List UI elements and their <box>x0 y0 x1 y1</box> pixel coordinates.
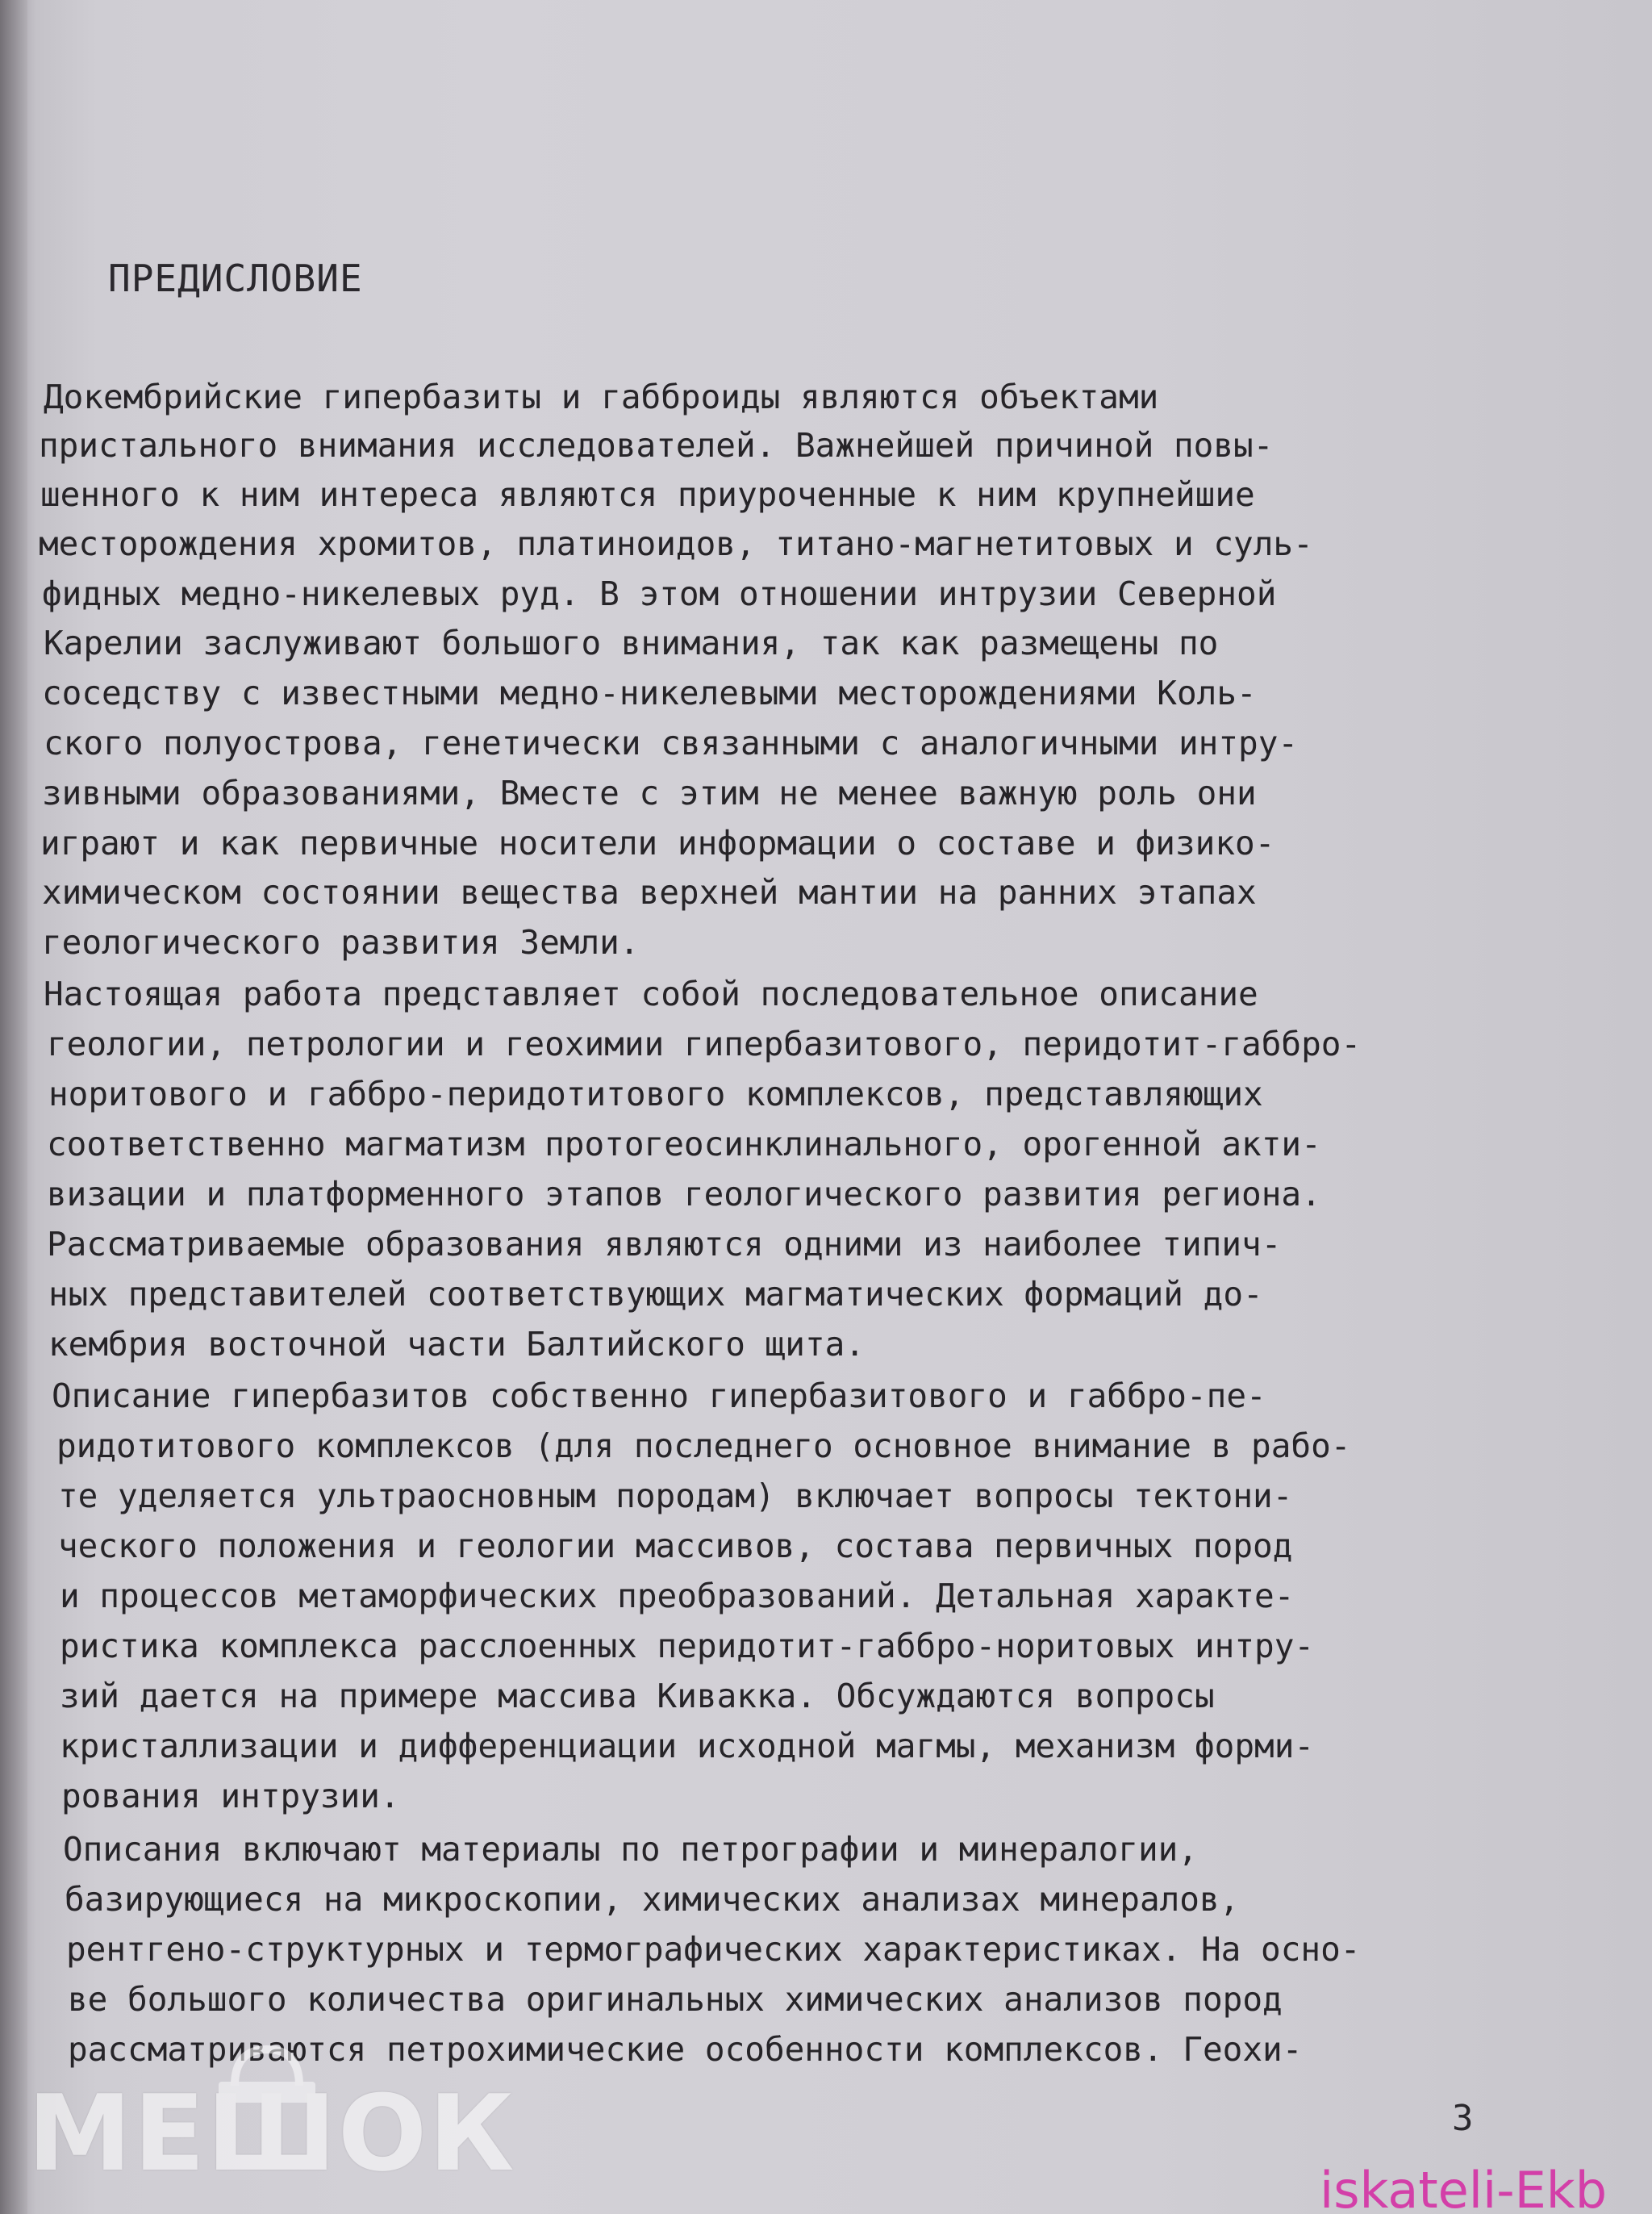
text-line: ского полуострова, генетически связанными с аналогичными интру- <box>44 724 1299 762</box>
text-line: норитового и габбро-перидотитового комплексов, представляющих <box>48 1075 1263 1113</box>
text-line: Описания включают материалы по петрографии и минералогии, <box>63 1830 1198 1869</box>
text-line: Карелии заслуживают большого внимания, так как размещены по <box>44 624 1219 662</box>
meshok-logo <box>27 2072 516 2195</box>
text-line: кембрия восточной части Балтийского щита. <box>48 1325 866 1364</box>
shopping-bag-icon <box>206 2041 327 2178</box>
text-line: Настоящая работа представляет собой последовательное описание <box>44 975 1258 1013</box>
text-line: зивными образованиями, Вместе с этим не менее важную роль они <box>42 774 1257 812</box>
text-line: и процессов метаморфических преобразований. Детальная характе- <box>60 1577 1295 1615</box>
text-line: соседству с известными медно-никелевыми месторождениями Коль- <box>42 674 1257 712</box>
text-line: геологического развития Земли. <box>42 923 640 962</box>
text-line: Рассматриваемые образования являются одними из наиболее типич- <box>47 1225 1282 1264</box>
text-line: Докембрийские гипербазиты и габброиды являются объектами <box>44 378 1159 416</box>
text-line: фидных медно-никелевых руд. В этом отношении интрузии Северной <box>42 574 1277 613</box>
text-line: базирующиеся на микроскопии, химических анализах минералов, <box>65 1880 1240 1919</box>
text-line: визации и платформенного этапов геологического развития региона. <box>47 1175 1321 1214</box>
text-line: химическом состоянии вещества верхней мантии на ранних этапах <box>42 873 1257 912</box>
text-line: рования интрузии. <box>61 1777 400 1815</box>
text-line: рентгено-структурных и термографических характеристиках. На осно- <box>66 1930 1361 1969</box>
text-line: играют и как первичные носители информации о составе и физико- <box>40 824 1275 863</box>
page-number: 3 <box>1452 2098 1474 2139</box>
text-line: соответственно магматизм протогеосинклинального, орогенной акти- <box>47 1125 1321 1163</box>
text-line: геологии, петрологии и геохимии гипербазитового, перидотит-габбро- <box>47 1025 1362 1063</box>
text-line: месторождения хромитов, платиноидов, титано-магнетитовых и суль- <box>39 524 1313 563</box>
text-line: ристика комплекса расслоенных перидотит-габбро-норитовых интру- <box>60 1627 1315 1665</box>
text-line: ридотитового комплексов (для последнего основное внимание в рабо- <box>56 1427 1351 1465</box>
text-line: ве большого количества оригинальных химических анализов пород <box>68 1980 1283 2019</box>
page-heading: ПРЕДИСЛОВИЕ <box>108 257 363 300</box>
logo-text: МЕШОК <box>27 2072 516 2195</box>
text-line: ческого положения и геологии массивов, состава первичных пород <box>58 1527 1293 1565</box>
seller-watermark: iskateli-Ekb <box>1320 2161 1608 2214</box>
text-line: шенного к ним интереса являются приуроченные к ним крупнейшие <box>40 475 1255 514</box>
text-line: те уделяется ультраосновным породам) включает вопросы тектони- <box>58 1477 1293 1515</box>
text-line: кристаллизации и дифференциации исходной магмы, механизм форми- <box>60 1727 1315 1765</box>
text-line: пристального внимания исследователей. Важнейшей причиной повы- <box>39 426 1274 465</box>
text-line: Описание гипербазитов собственно гипербазитового и габбро-пе- <box>52 1376 1266 1415</box>
text-line: ных представителей соответствующих магматических формаций до- <box>48 1275 1263 1314</box>
text-line: рассматриваются петрохимические особенности комплексов. Геохи- <box>68 2030 1303 2069</box>
text-line: зий дается на примере массива Кивакка. Обсуждаются вопросы <box>60 1677 1215 1715</box>
